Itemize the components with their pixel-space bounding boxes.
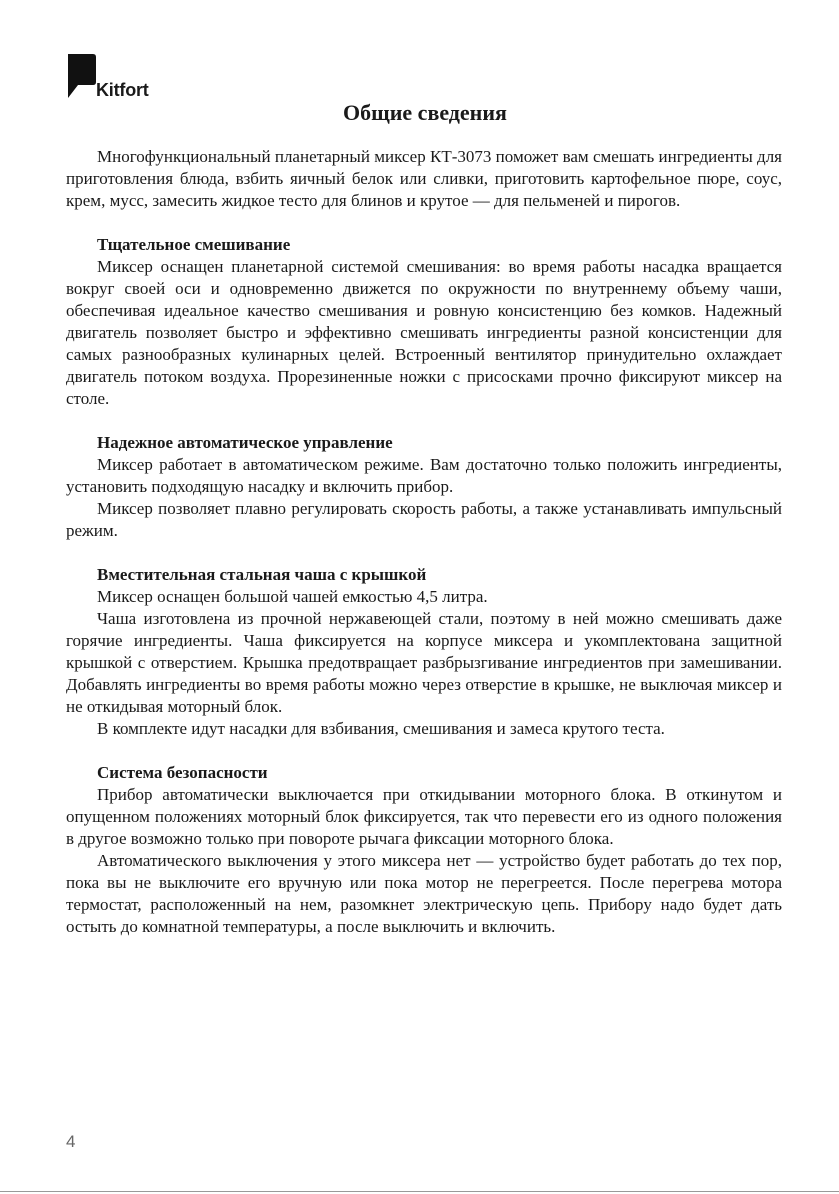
brand-name: Kitfort	[96, 80, 149, 100]
section-paragraph: Автоматического выключения у этого миксера нет — устройство будет работать до тех пор, пока вы не выключите его вручную или пока мотор не перегреется. После перегрева мотора термостат, расположенный на нем, разомкнет электрическую цепь. Прибору надо будет дать остыть до комнатной температуры, а после выключить и включить.	[66, 851, 782, 936]
section-paragraph: Чаша изготовлена из прочной нержавеющей стали, поэтому в ней можно смешивать даже горячие ингредиенты. Чаша фиксируется на корпусе миксера и укомплектована защитной крышкой с отверстием. Крышка предотвращает разбрызгивание ингредиентов при замешивании. Добавлять ингредиенты во время работы можно через отверстие в крышке, не выключая миксер и не откидывая моторный блок.	[66, 609, 782, 716]
section-heading-safety: Система безопасности	[97, 763, 268, 782]
page-number: 4	[66, 1132, 76, 1151]
section-paragraph: Миксер позволяет плавно регулировать скорость работы, а также устанавливать импульсный режим.	[66, 499, 782, 540]
section-paragraph: Миксер работает в автоматическом режиме. Вам достаточно только положить ингредиенты, установить подходящую насадку и включить прибор.	[66, 455, 782, 496]
intro-paragraph: Многофункциональный планетарный миксер КТ-3073 поможет вам смешать ингредиенты для приготовления блюда, взбить яичный белок или сливки, приготовить картофельное пюре, соус, крем, мусс, замесить жидкое тесто для блинов и крутое — для пельменей и пирогов.	[66, 147, 782, 210]
section-heading-mixing: Тщательное смешивание	[97, 235, 291, 254]
section-paragraph: Миксер оснащен планетарной системой смешивания: во время работы насадка вращается вокруг своей оси и одновременно движется по окружности по внутреннему объему чаши, обеспечивая идеальное качество смешивания и ровную консистенцию без комков. Надежный двигатель позволяет быстро и эффективно смешивать ингредиенты разной консистенции для самых разнообразных кулинарных целей. Встроенный вентилятор принудительно охлаждает двигатель потоком воздуха. Прорезиненные ножки с присосками прочно фиксируют миксер на столе.	[66, 257, 782, 408]
bottom-divider	[0, 1191, 839, 1192]
kitfort-logo-icon	[66, 54, 96, 100]
section-heading-control: Надежное автоматическое управление	[97, 433, 393, 452]
document-body	[66, 146, 782, 938]
page-title: Общие сведения	[343, 100, 507, 125]
section-paragraph: В комплекте идут насадки для взбивания, смешивания и замеса крутого теста.	[97, 719, 665, 738]
section-paragraph: Миксер оснащен большой чашей емкостью 4,5 литра.	[97, 587, 488, 606]
section-heading-bowl: Вместительная стальная чаша с крышкой	[97, 565, 427, 584]
brand-logo	[66, 54, 176, 104]
section-paragraph: Прибор автоматически выключается при откидывании моторного блока. В откинутом и опущенном положениях моторный блок фиксируется, так что перевести его из одного положения в другое возможно только при повороте рычага фиксации моторного блока.	[66, 785, 782, 848]
